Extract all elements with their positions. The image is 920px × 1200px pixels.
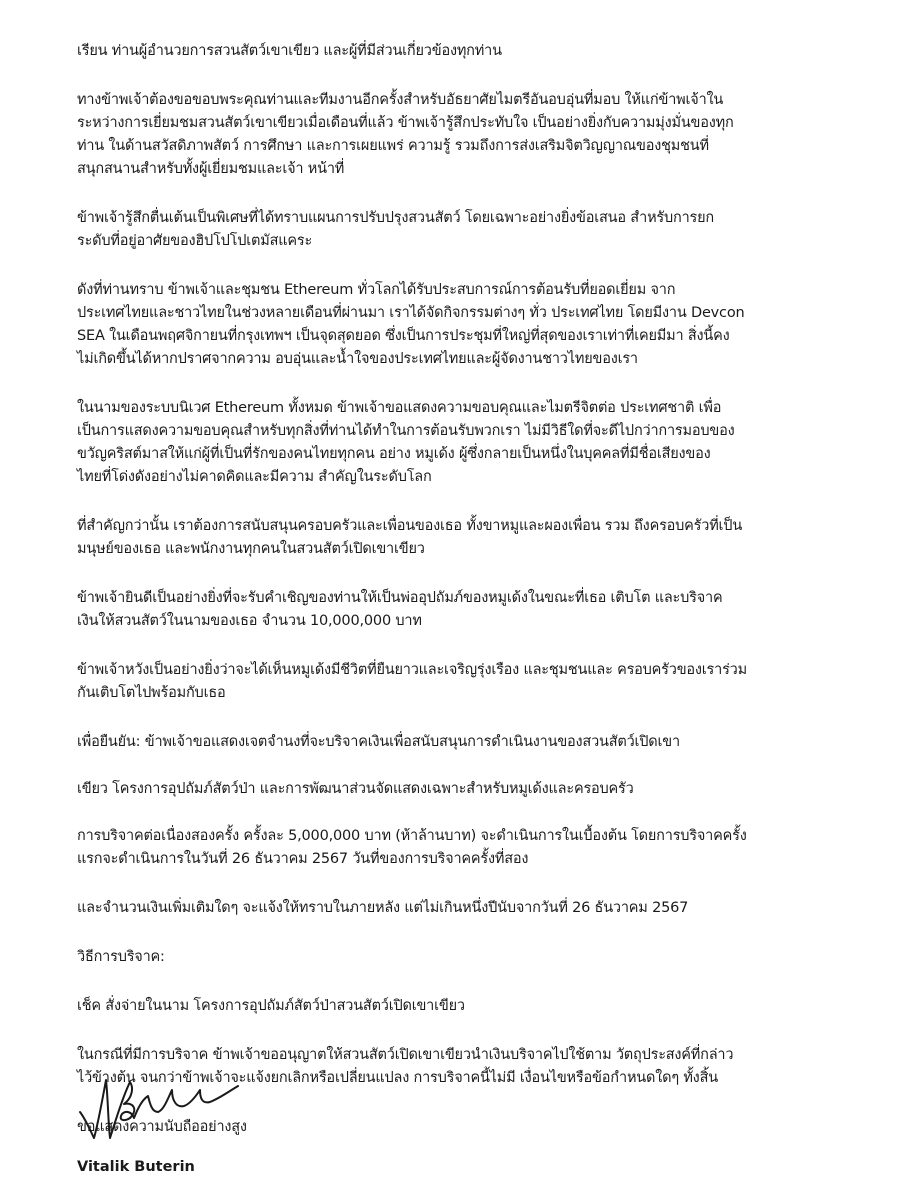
paragraph-line: วิธีการบริจาค: [77,949,165,965]
paragraph-donation-method-heading [77,946,852,969]
paragraph-line: ไม่เกิดขึ้นได้หากปราศจากความ อบอุ่นและน้ำใจของประเทศไทยและผู้จัดงานชาวไทยของเรา [77,351,638,367]
paragraph-line: ทางข้าพเจ้าต้องขอขอบพระคุณท่านและทีมงานอีกครั้งสำหรับอัธยาศัยไมตรีอันอบอุ่นที่มอบ ให้แก่ข้าพเจ้าใน [77,92,724,108]
paragraph-line: ที่สำคัญกว่านั้น เราต้องการสนับสนุนครอบครัวและเพื่อนของเธอ ทั้งขาหมูและผองเพื่อน รวม ถึงครอบครัวที่เป็น [77,518,743,534]
letter-body [77,40,852,1165]
greeting-line: เรียน ท่านผู้อำนวยการสวนสัตว์เขาเขียว และผู้ที่มีส่วนเกี่ยวข้องทุกท่าน [77,43,502,59]
paragraph-installments [77,825,852,871]
paragraph-line: ท่าน ในด้านสวัสดิภาพสัตว์ การศึกษา และการเผยแพร่ ความรู้ รวมถึงการส่งเสริมจิตวิญญาณของชุมชนที่ [77,138,709,154]
paragraph-hippo-plan [77,207,852,253]
paragraph-ethereum-thailand [77,279,852,371]
paragraph-line: ข้าพเจ้ายินดีเป็นอย่างยิ่งที่จะรับคำเชิญของท่านให้เป็นพ่ออุปถัมภ์ของหมูเด้งในขณะที่เธอ เติบโต และบริจาค [77,590,723,606]
paragraph-line: ระดับที่อยู่อาศัยของฮิปโปโปเตมัสแคระ [77,233,313,249]
greeting-paragraph [77,40,852,63]
paragraph-line: ขวัญคริสต์มาสให้แก่ผู้ที่เป็นที่รักของคนไทยทุกคน อย่าง หมูเด้ง ผู้ซึ่งกลายเป็นหนึ่งในบุคคลที่มีชื่อเสียงของ [77,446,711,462]
paragraph-line: เป็นการแสดงความขอบคุณสำหรับทุกสิ่งที่ท่านได้ทำในการต้อนรับพวกเรา ไม่มีวิธีใดที่จะดีไปกว่าการมอบของ [77,423,735,439]
paragraph-line: ในนามของระบบนิเวศ Ethereum ทั้งหมด ข้าพเจ้าขอแสดงความขอบคุณและไมตรีจิตต่อ ประเทศชาติ เพื่อ [77,400,722,416]
paragraph-line: ระหว่างการเยี่ยมชมสวนสัตว์เขาเขียวเมื่อเดือนที่แล้ว ข้าพเจ้ารู้สึกประทับใจ เป็นอย่างยิ่งกับความมุ่งมั่นของทุก [77,115,734,131]
paragraph-line: การบริจาคต่อเนื่องสองครั้ง ครั้งละ 5,000,000 บาท (ห้าล้านบาท) จะดำเนินการในเบื้องต้น โดยการบริจาคครั้ง [77,828,747,844]
paragraph-additional-amount [77,897,852,920]
closing-line: ขอแสดงความนับถืออย่างสูง [77,1119,247,1135]
paragraph-line: เช็ค สั่งจ่ายในนาม โครงการอุปถัมภ์สัตว์ป่าสวนสัตว์เปิดเขาเขียว [77,998,465,1014]
paragraph-line: ในกรณีที่มีการบริจาค ข้าพเจ้าขออนุญาตให้สวนสัตว์เปิดเขาเขียวนำเงินบริจาคไปใช้ตาม วัตถุประสงค์ที่กล่าว [77,1047,734,1063]
paragraph-line: ไว้ข้างต้น จนกว่าข้าพเจ้าจะแจ้งยกเลิกหรือเปลี่ยนแปลง การบริจาคนี้ไม่มี เงื่อนไขหรือข้อกำหนดใดๆ ทั้งสิ้น [77,1070,718,1086]
paragraph-line: และจำนวนเงินเพิ่มเติมใดๆ จะแจ้งให้ทราบในภายหลัง แต่ไม่เกินหนึ่งปีนับจากวันที่ 26 ธันวาคม 2567 [77,900,689,916]
paragraph-gratitude [77,397,852,489]
paragraph-programs [77,778,852,801]
paragraph-support-family [77,515,852,561]
paragraph-line: ประเทศไทยและชาวไทยในช่วงหลายเดือนที่ผ่านมา เราได้จัดกิจกรรมต่างๆ ทั่ว ประเทศไทย โดยมีงาน Devcon [77,305,745,321]
paragraph-confirmation [77,731,852,754]
paragraph-line: เพื่อยืนยัน: ข้าพเจ้าขอแสดงเจตจำนงที่จะบริจาคเงินเพื่อสนับสนุนการดำเนินงานของสวนสัตว์เปิดเขา [77,734,680,750]
paragraph-line: สนุกสนานสำหรับทั้งผู้เยี่ยมชมและเจ้า หน้าที่ [77,161,345,177]
paragraph-line: เงินให้สวนสัตว์ในนามของเธอ จำนวน 10,000,000 บาท [77,613,422,629]
paragraph-line: ข้าพเจ้าหวังเป็นอย่างยิ่งว่าจะได้เห็นหมูเด้งมีชีวิตที่ยืนยาวและเจริญรุ่งเรือง และชุมชนและ ครอบครัวของเราร่วม [77,662,747,678]
paragraph-line: เขียว โครงการอุปถัมภ์สัตว์ป่า และการพัฒนาส่วนจัดแสดงเฉพาะสำหรับหมูเด้งและครอบครัว [77,781,634,797]
paragraph-thanks [77,89,852,181]
paragraph-cheque [77,995,852,1018]
handwritten-signature [72,1068,252,1148]
signer-name: Vitalik Buterin [77,1159,195,1175]
paragraph-hopes [77,659,852,705]
paragraph-line: ข้าพเจ้ารู้สึกตื่นเต้นเป็นพิเศษที่ได้ทราบแผนการปรับปรุงสวนสัตว์ โดยเฉพาะอย่างยิ่งข้อเสนอ สำหรับการยก [77,210,715,226]
paragraph-line: ดังที่ท่านทราบ ข้าพเจ้าและชุมชน Ethereum ทั่วโลกได้รับประสบการณ์การต้อนรับที่ยอดเยี่ยม จาก [77,282,676,298]
paragraph-line: มนุษย์ของเธอ และพนักงานทุกคนในสวนสัตว์เปิดเขาเขียว [77,541,425,557]
paragraph-line: กันเติบโตไปพร้อมกับเธอ [77,685,226,701]
paragraph-line: แรกจะดำเนินการในวันที่ 26 ธันวาคม 2567 วันที่ของการบริจาคครั้งที่สอง [77,851,529,867]
paragraph-sponsorship [77,587,852,633]
paragraph-line: ไทยที่โด่งดังอย่างไม่คาดคิดและมีความ สำคัญในระดับโลก [77,469,432,485]
paragraph-line: SEA ในเดือนพฤศจิกายนที่กรุงเทพฯ เป็นจุดสุดยอด ซึ่งเป็นการประชุมที่ใหญ่ที่สุดของเราเท่าที่เคยมีมา สิ่งนี้คง [77,328,730,344]
